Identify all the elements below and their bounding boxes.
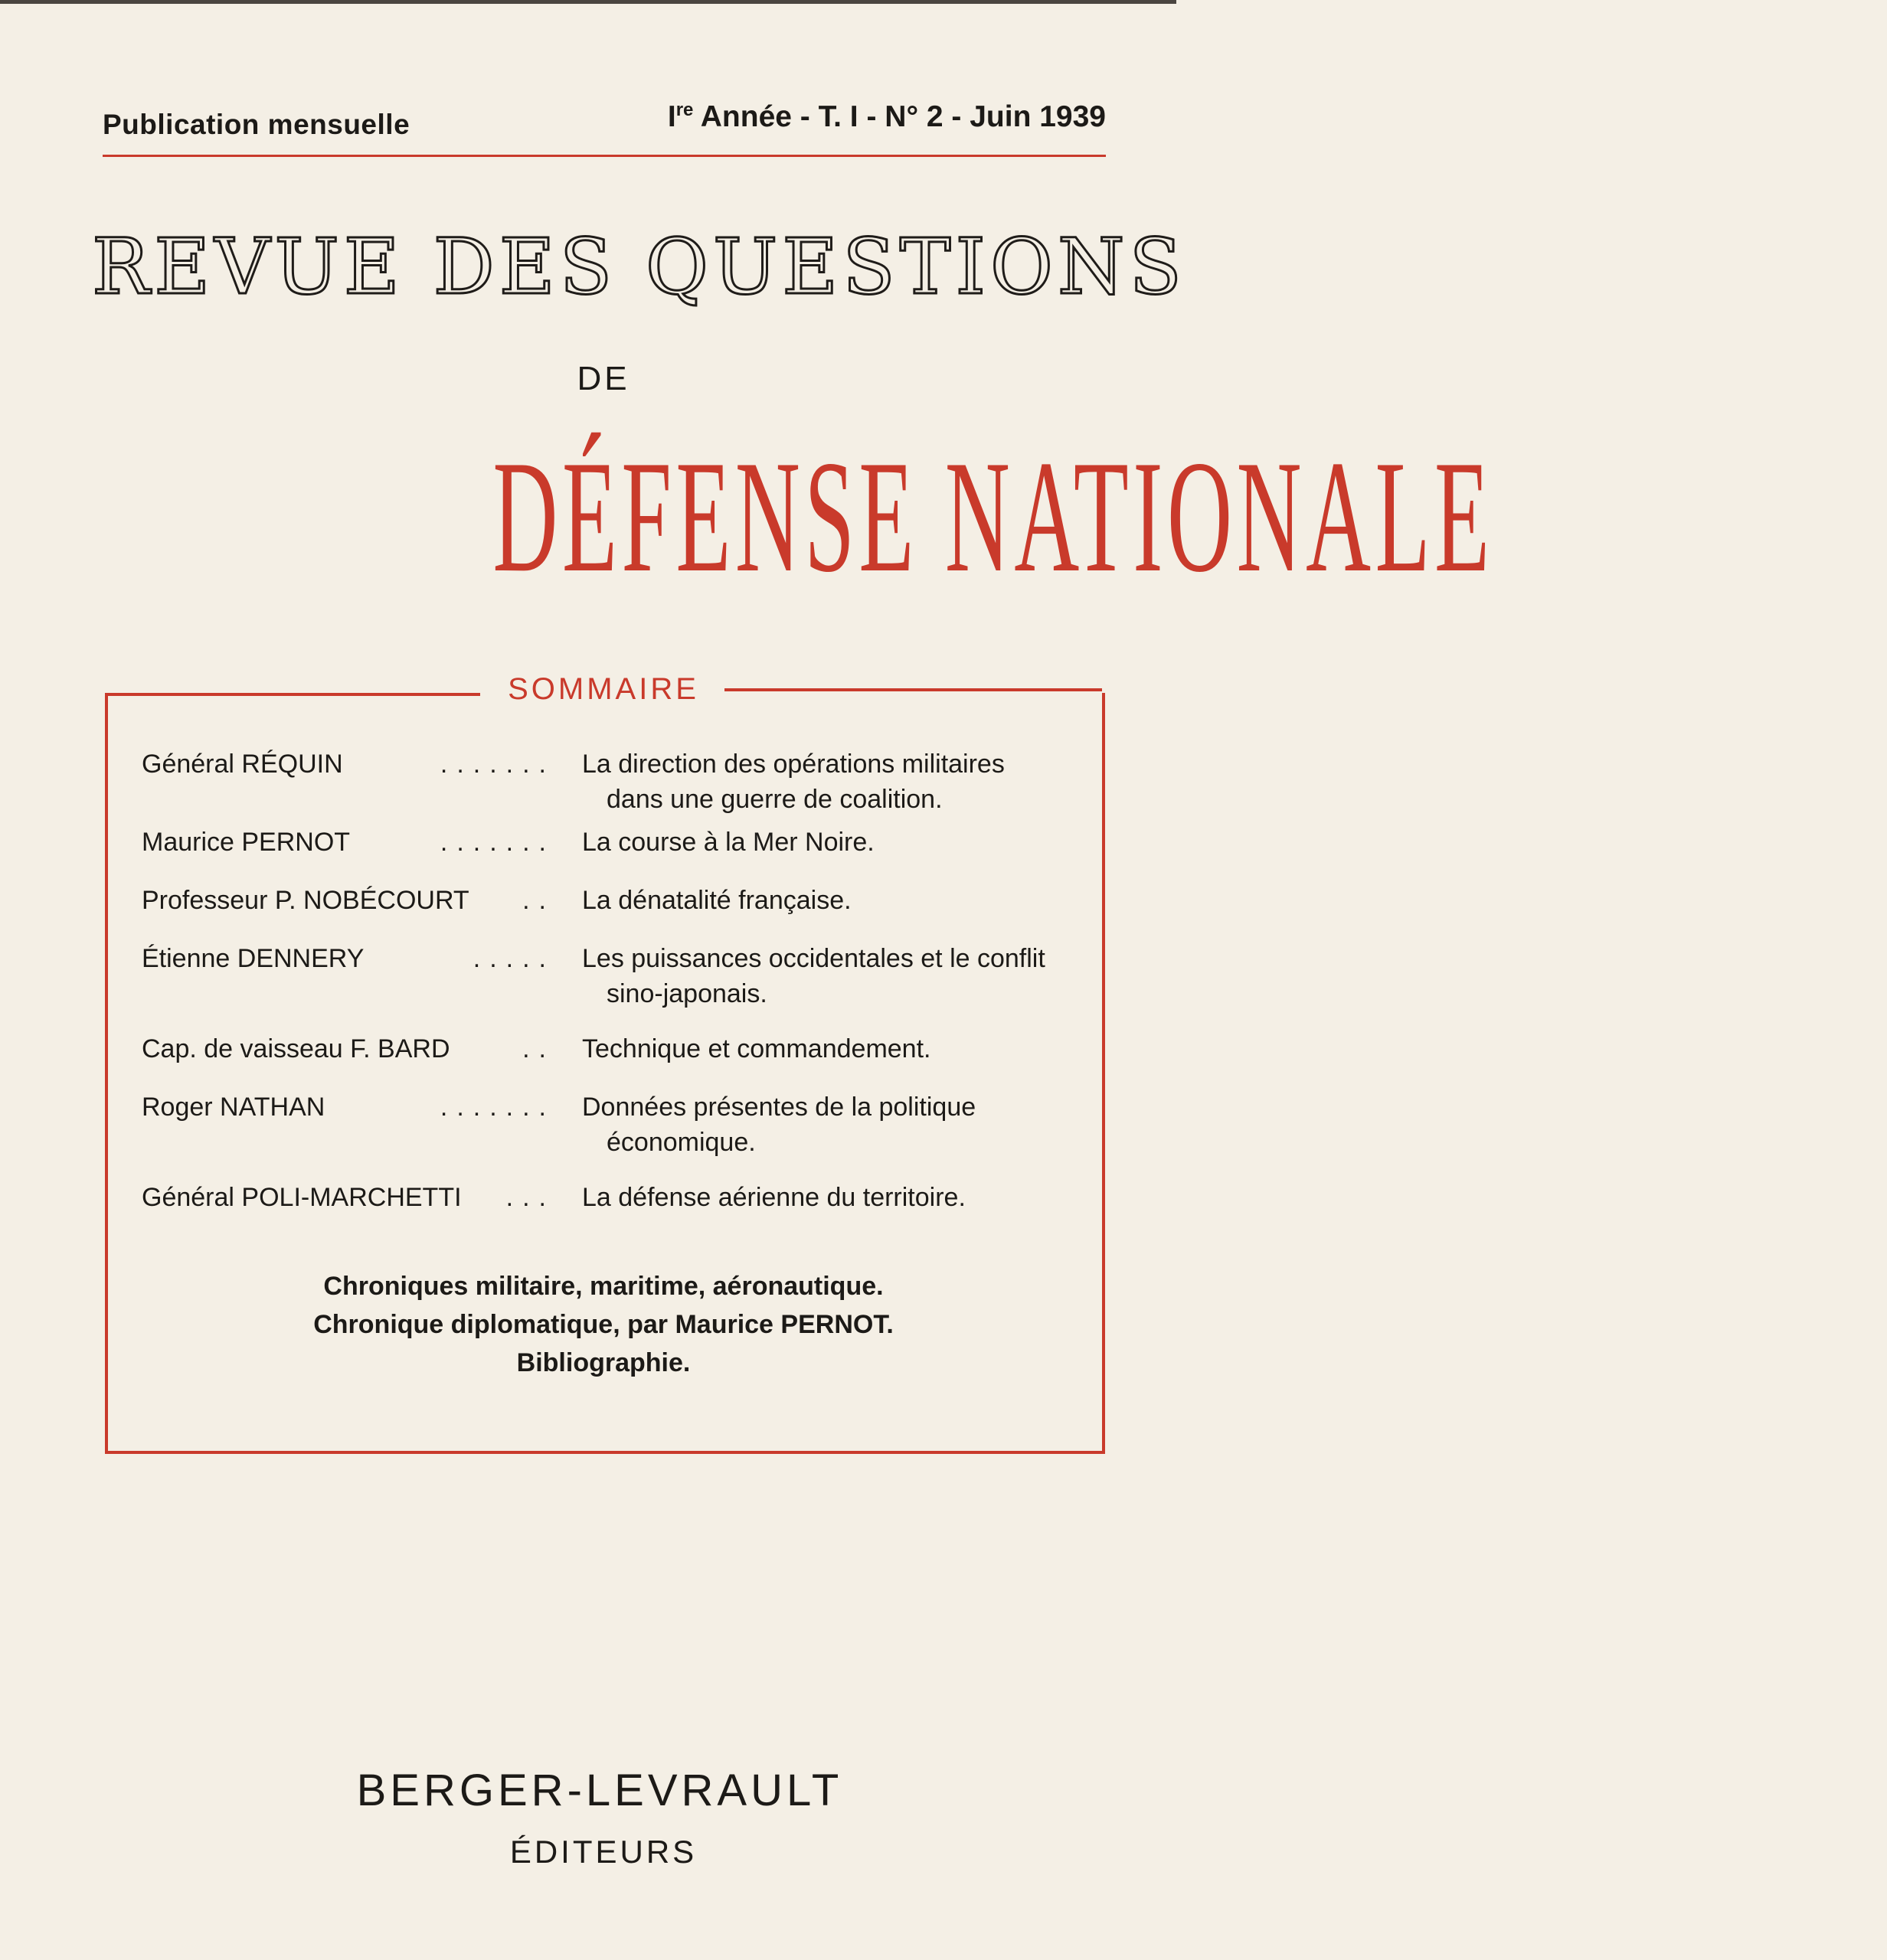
journal-title-line3 bbox=[100, 428, 1494, 606]
chronicle-line: Chroniques militaire, maritime, aéronautique. bbox=[323, 1272, 884, 1301]
page-top-edge bbox=[0, 0, 1176, 4]
toc-article-title bbox=[582, 1180, 1072, 1215]
toc-entry bbox=[142, 883, 1076, 941]
toc-author bbox=[142, 941, 555, 976]
article-title-line2: dans une guerre de coalition. bbox=[607, 785, 943, 814]
journal-title-line1: REVUE DES QUESTIONS bbox=[92, 222, 1186, 312]
toc-entry bbox=[142, 746, 1076, 825]
toc-entry bbox=[142, 941, 1076, 1031]
article-title-line1: Technique et commandement. bbox=[582, 1034, 931, 1063]
toc-author bbox=[142, 1089, 555, 1125]
toc-author bbox=[142, 1180, 555, 1215]
table-of-contents bbox=[142, 746, 1076, 1238]
toc-entry bbox=[142, 1180, 1076, 1238]
article-title-line1: La direction des opérations militaires bbox=[582, 750, 1005, 779]
toc-author bbox=[142, 1031, 555, 1067]
article-title-line1: Les puissances occidentales et le conflit bbox=[582, 944, 1045, 973]
toc-article-title bbox=[582, 1031, 1072, 1067]
issue-info bbox=[668, 100, 1106, 134]
toc-article-title bbox=[582, 825, 1072, 860]
journal-title-line2: DE bbox=[577, 360, 630, 397]
author-name: Général POLI-MARCHETTI bbox=[142, 1183, 466, 1212]
leader-dots: ..... bbox=[473, 944, 555, 973]
chronicles-block bbox=[105, 1267, 1102, 1382]
toc-author bbox=[142, 825, 555, 860]
issue-year-sup: re bbox=[675, 100, 694, 120]
publication-frequency: Publication mensuelle bbox=[103, 109, 410, 140]
leader-dots: .. bbox=[522, 886, 555, 915]
article-title-line2: sino-japonais. bbox=[607, 979, 767, 1008]
sommaire-rule-right bbox=[724, 688, 1102, 691]
article-title-line1: Données présentes de la politique bbox=[582, 1093, 976, 1122]
article-title-line2: économique. bbox=[607, 1128, 756, 1157]
article-title-line1: La dénatalité française. bbox=[582, 886, 852, 915]
author-name: Étienne DENNERY bbox=[142, 944, 368, 973]
leader-dots: ... bbox=[505, 1183, 555, 1212]
publisher-name: BERGER-LEVRAULT bbox=[356, 1766, 843, 1815]
toc-entry bbox=[142, 1031, 1076, 1089]
publisher-role: ÉDITEURS bbox=[509, 1834, 698, 1870]
journal-title-main: DÉFENSE NATIONALE bbox=[492, 428, 1494, 606]
toc-author bbox=[142, 746, 555, 782]
toc-entry bbox=[142, 1089, 1076, 1180]
toc-author bbox=[142, 883, 555, 918]
author-name: Général RÉQUIN bbox=[142, 750, 348, 779]
toc-article-title bbox=[582, 1089, 1072, 1160]
leader-dots: .. bbox=[522, 1034, 555, 1063]
header-rule bbox=[103, 155, 1106, 157]
author-name: Roger NATHAN bbox=[142, 1093, 329, 1122]
chronicle-line: Bibliographie. bbox=[516, 1348, 691, 1377]
issue-details: Année - T. I - N° 2 - Juin 1939 bbox=[693, 100, 1106, 133]
toc-article-title bbox=[582, 941, 1072, 1011]
toc-article-title bbox=[582, 746, 1072, 817]
sommaire-heading: SOMMAIRE bbox=[508, 672, 699, 706]
author-name: Professeur P. NOBÉCOURT bbox=[142, 886, 474, 915]
article-title-line1: La course à la Mer Noire. bbox=[582, 828, 875, 857]
leader-dots: ....... bbox=[440, 828, 555, 857]
toc-entry bbox=[142, 825, 1076, 883]
leader-dots: ....... bbox=[440, 750, 555, 779]
author-name: Cap. de vaisseau F. BARD bbox=[142, 1034, 455, 1063]
leader-dots: ....... bbox=[440, 1093, 555, 1122]
issue-year-ordinal: I bbox=[667, 100, 676, 133]
author-name: Maurice PERNOT bbox=[142, 828, 355, 857]
masthead-row bbox=[103, 100, 1106, 145]
article-title-line1: La défense aérienne du territoire. bbox=[582, 1183, 966, 1212]
toc-article-title bbox=[582, 883, 1072, 918]
chronicle-line: Chronique diplomatique, par Maurice PERNOT. bbox=[313, 1310, 894, 1339]
